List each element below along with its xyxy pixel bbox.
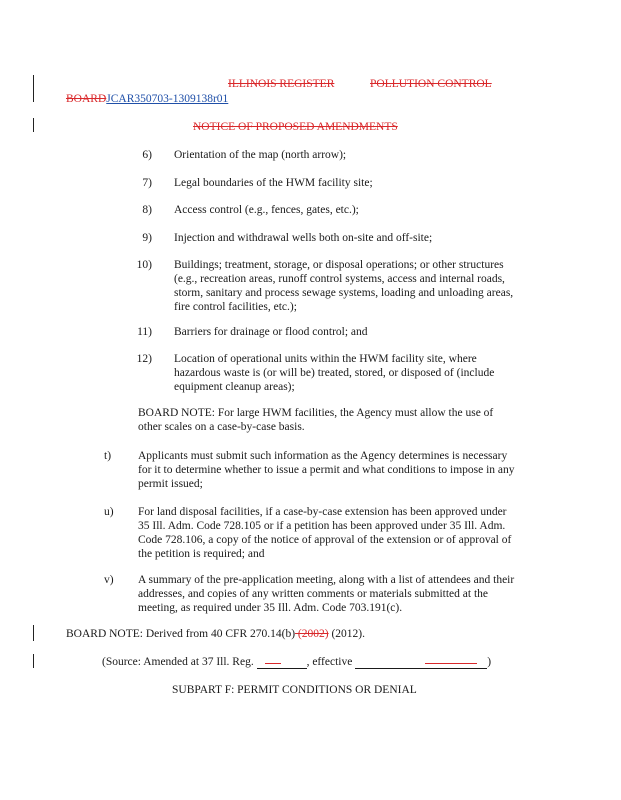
source-post: ) [487,656,492,668]
item-line: fire control facilities, etc.); [174,301,297,313]
paragraph-line: Code 728.106, a copy of the notice of approval of the extension or of approval of [138,534,512,546]
register-title: ILLINOIS REGISTER [228,78,335,90]
source-line [102,655,491,669]
paragraph-text [138,573,514,615]
source-mid: , effective [306,656,356,668]
subpart-heading: SUBPART F: PERMIT CONDITIONS OR DENIAL [172,684,417,696]
change-bar [33,625,34,641]
paragraph-line: Applicants must submit such information as the Agency determines is necessary [138,450,508,462]
item-line: hazardous waste is (or will be) treated, stored, or disposed of (include [174,367,495,379]
paragraph-text [138,505,511,561]
paragraph-line: 35 Ill. Adm. Code 728.105 or if a petition has been approved under 35 Ill. Adm. [138,520,506,532]
board-note-line: BOARD NOTE: For large HWM facilities, the Agency must allow the use of [138,407,494,419]
effective-blank-redline [425,663,477,664]
reg-blank-redline [265,663,281,664]
paragraph-num: v) [104,574,114,586]
paragraph-line: meeting, as required under 35 Ill. Adm. Code 703.191(c). [138,602,403,614]
item-num: 8) [142,204,152,216]
item-num: 6) [142,149,152,161]
jcar-line [66,92,228,106]
item-text: Barriers for drainage or flood control; and [174,326,368,338]
derived-year: (2012). [328,628,365,640]
jcar-id: JCAR350703-1309138r01 [106,93,229,105]
paragraph-num: u) [104,506,114,518]
item-num: 10) [136,259,152,271]
paragraph-text [138,449,515,491]
reg-blank [257,657,307,669]
board-strike: BOARD [66,93,107,105]
item-line: Location of operational units within the HWM facility site, where [174,353,477,365]
paragraph-line: the petition is required; and [138,548,265,560]
item-line: Buildings; treatment, storage, or disposal operations; or other structures [174,259,504,271]
item-num: 12) [136,353,152,365]
item-text [174,352,494,394]
board-note [138,406,493,434]
paragraph-line: permit issued; [138,478,203,490]
item-text: Legal boundaries of the HWM facility site; [174,177,373,189]
item-num: 7) [142,177,152,189]
item-text [174,258,513,314]
board-note-derived [66,627,365,641]
item-text: Access control (e.g., fences, gates, etc.); [174,204,359,216]
derived-strike: (2002) [295,628,329,640]
item-text: Orientation of the map (north arrow); [174,149,347,161]
paragraph-line: addresses, and copies of any written comments or materials submitted at the [138,588,489,600]
change-bar [33,118,34,132]
agency-title: POLLUTION CONTROL [370,78,492,90]
board-note-line: other scales on a case-by-case basis. [138,421,305,433]
notice-title: NOTICE OF PROPOSED AMENDMENTS [193,121,398,133]
item-line: equipment cleanup areas); [174,381,295,393]
item-num: 11) [137,326,152,338]
derived-text: BOARD NOTE: Derived from 40 CFR 270.14(b) [66,628,296,640]
change-bar [33,654,34,668]
item-line: (e.g., recreation areas, runoff control systems, access and internal roads, [174,273,505,285]
source-pre: (Source: Amended at 37 Ill. Reg. [102,656,257,668]
effective-blank [355,657,487,669]
paragraph-line: For land disposal facilities, if a case-by-case extension has been approved under [138,506,507,518]
paragraph-line: A summary of the pre-application meeting, along with a list of attendees and their [138,574,515,586]
item-num: 9) [142,232,152,244]
paragraph-num: t) [104,450,112,462]
change-bar [33,75,34,102]
item-text: Injection and withdrawal wells both on-site and off-site; [174,232,433,244]
paragraph-line: for it to determine whether to issue a permit and what conditions to impose in any [138,464,515,476]
item-line: storm, sanitary and process sewage systems, loading and unloading areas, [174,287,514,299]
